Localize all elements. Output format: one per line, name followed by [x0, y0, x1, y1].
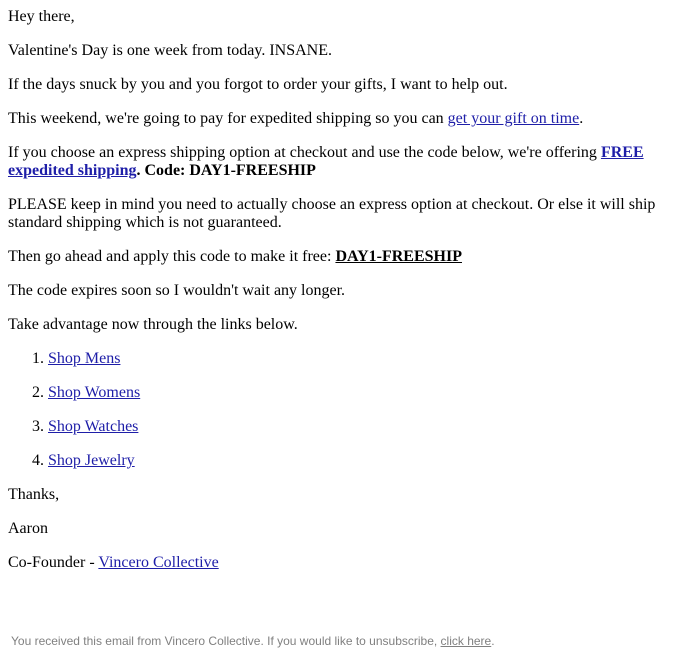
greeting: Hey there,	[8, 8, 75, 25]
unsubscribe-footer	[11, 634, 495, 648]
shop-mens-link[interactable]: Shop Mens	[48, 350, 121, 367]
paragraph-expedited	[8, 110, 676, 128]
footer-text: You received this email from Vincero Collective. If you would like to unsubscribe,	[11, 634, 441, 648]
apply-code-text: Then go ahead and apply this code to make it free:	[8, 248, 336, 265]
signoff: Thanks,	[8, 486, 60, 503]
paragraph-take-advantage: Take advantage now through the links below.	[8, 316, 298, 333]
cofounder-text: Co-Founder -	[8, 554, 99, 571]
paragraph-offer	[8, 144, 676, 180]
paragraph-help: If the days snuck by you and you forgot to order your gifts, I want to help out.	[8, 76, 508, 93]
list-item	[48, 452, 676, 470]
offer-text: If you choose an express shipping option at checkout and use the code below, we're offering	[8, 144, 601, 161]
paragraph-expires: The code expires soon so I wouldn't wait any longer.	[8, 282, 346, 299]
paragraph-apply-code	[8, 248, 676, 266]
paragraph-valentines: Valentine's Day is one week from today. INSANE.	[8, 42, 332, 59]
shop-womens-link[interactable]: Shop Womens	[48, 384, 141, 401]
list-item	[48, 384, 676, 402]
expedited-end: .	[579, 110, 584, 127]
sender-name: Aaron	[8, 520, 48, 537]
shop-watches-link[interactable]: Shop Watches	[48, 418, 139, 435]
expedited-text: This weekend, we're going to pay for expedited shipping so you can	[8, 110, 448, 127]
gift-on-time-link[interactable]: get your gift on time	[447, 110, 580, 127]
shop-links-list	[8, 350, 676, 470]
free-shipping-link[interactable]: FREE expedited shipping	[8, 144, 644, 179]
list-item	[48, 418, 676, 436]
company-link[interactable]: Vincero Collective	[98, 554, 219, 571]
paragraph-please: PLEASE keep in mind you need to actually choose an express option at checkout. Or else it will ship standard shipping which is not guaranteed.	[8, 196, 656, 231]
email-body	[8, 0, 676, 588]
list-item	[48, 350, 676, 368]
sender-title	[8, 554, 676, 572]
footer-end: .	[491, 634, 495, 648]
offer-code: . Code: DAY1-FREESHIP	[136, 162, 316, 179]
unsubscribe-link[interactable]: click here	[440, 634, 492, 648]
promo-code: DAY1-FREESHIP	[335, 248, 462, 265]
shop-jewelry-link[interactable]: Shop Jewelry	[48, 452, 135, 469]
